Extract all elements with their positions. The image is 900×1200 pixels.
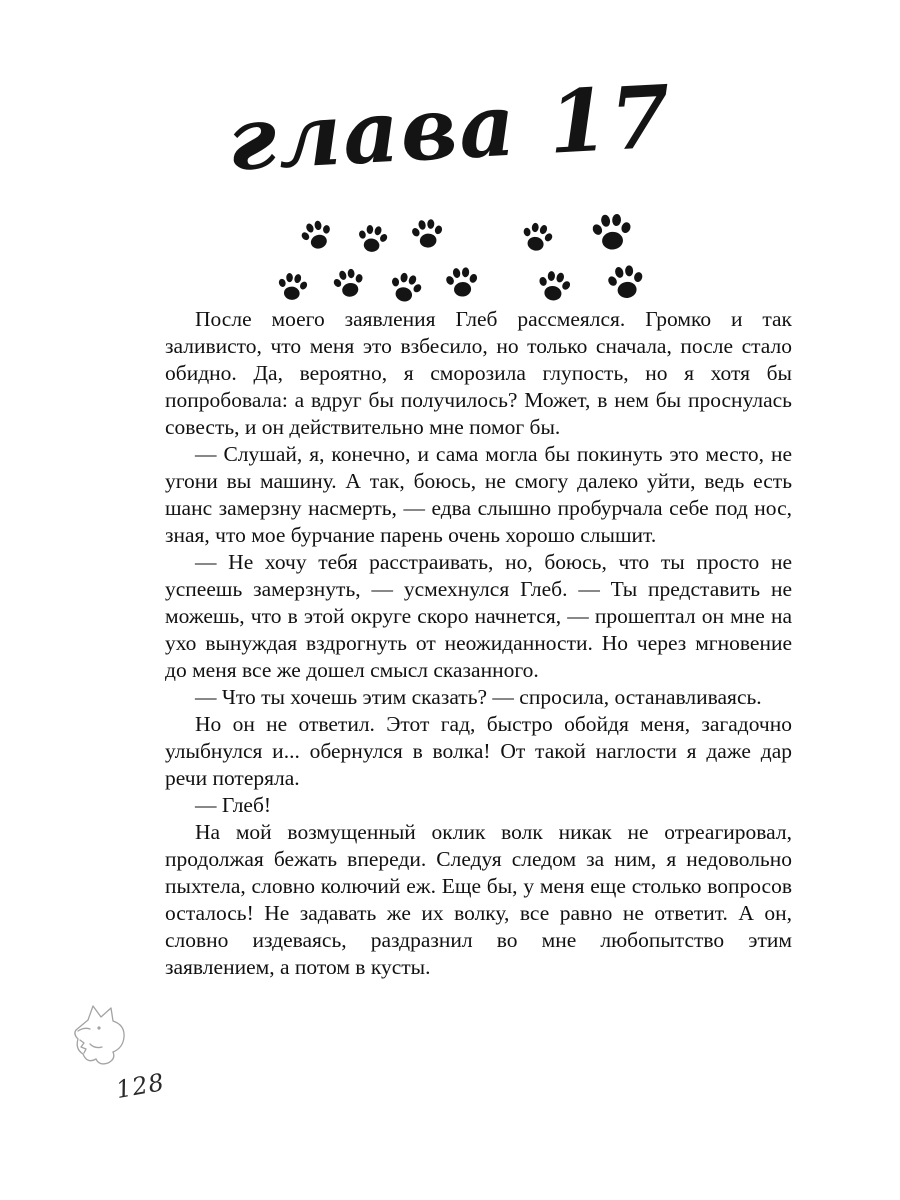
paw-print-icon <box>384 267 427 310</box>
chapter-text <box>165 306 792 981</box>
paragraph: — Слушай, я, конечно, и сама могла бы покинуть это место, не угони вы машину. А так, боюсь, не смогу далеко уйти, ведь есть шанс замерзну насмерть, — едва слышно пробурчала себе под нос, зная, что мое бурчание парень очень хорошо слышит. <box>165 442 792 547</box>
paragraph: Но он не ответил. Этот гад, быстро обойдя меня, загадочно улыбнулся и... обернулся в волка! От такой наглости я даже дар речи потеряла. <box>165 712 792 790</box>
paw-print-icon <box>589 210 636 257</box>
wolf-sketch-icon <box>68 1000 144 1076</box>
paragraph: На мой возмущенный оклик волк никак не отреагировал, продолжая бежать впереди. Следуя следом за ним, я недовольно пыхтела, словно колючий еж. Еще бы, у меня еще столько вопросов осталось! Не задавать же их волку, все равно не ответит. А он, словно издеваясь, раздразнил во мне любопытство этим заявлением, а потом в кусты. <box>165 820 792 979</box>
paragraph: После моего заявления Глеб рассмеялся. Громко и так заливисто, что меня это взбесило, но только сначала, после стало обидно. Да, вероятно, я сморозила глупость, но я хотя бы попробовала: а вдруг бы получилось? Может, в нем бы проснулась совесть, и он действительно мне помог бы. <box>165 307 792 439</box>
paw-print-icon <box>516 217 557 258</box>
paragraph: — Что ты хочешь этим сказать? — спросила, останавливаясь. <box>195 685 762 709</box>
chapter-title: глава 17 <box>225 66 675 191</box>
paw-print-icon <box>603 260 649 306</box>
paw-print-icon <box>329 264 369 304</box>
paragraph: — Глеб! <box>195 793 272 817</box>
paw-print-icon <box>408 215 446 253</box>
paragraph: — Не хочу тебя расстраивать, но, боюсь, что ты просто не успеешь замерзнуть, — усмехнулся Глеб. — Ты представить не можешь, что в этой округе скоро начнется, — прошептал он мне на ухо вынуждая вздрогнуть от неожиданности. Но через мгновение до меня все же дошел смысл сказанного. <box>165 550 792 682</box>
paw-print-icon <box>442 263 481 302</box>
paw-print-icon <box>533 266 575 308</box>
page-number: 128 <box>113 1067 167 1105</box>
paw-print-icon <box>296 215 339 258</box>
paw-prints <box>0 205 900 320</box>
paw-print-icon <box>274 269 311 306</box>
paw-print-icon <box>354 221 392 259</box>
